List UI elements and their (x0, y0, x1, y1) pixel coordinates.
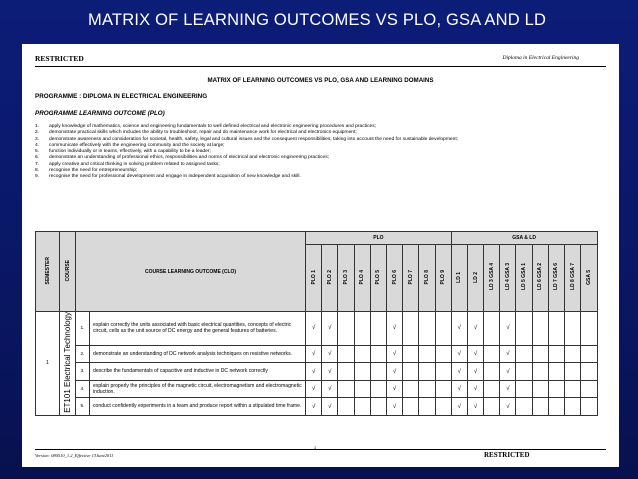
gsa-ld-column-header: LD 4 GSA 3 (500, 245, 516, 312)
matrix-cell (516, 363, 532, 380)
clo-text: describe the fundamentals of capacitive and inductive in DC network correctly (90, 363, 306, 380)
document-page (22, 44, 619, 467)
restricted-label-bottom: RESTRICTED (484, 451, 530, 459)
course-header: COURSE (60, 232, 76, 312)
plo-column-header: PLO 2 (322, 245, 338, 312)
tick-mark-cell: √ (322, 363, 338, 380)
matrix-cell (565, 363, 581, 380)
table-row (36, 345, 598, 362)
clo-text: explain properly the principles of the magnetic circuit, electromagnetism and electromagnetic induction. (90, 380, 306, 397)
tick-mark-cell: √ (386, 398, 402, 416)
tick-mark-cell: √ (500, 345, 516, 362)
plo-item-number: 1. (35, 124, 40, 129)
tick-mark-cell: √ (306, 312, 322, 346)
matrix-cell (435, 363, 451, 380)
gsa-ld-column-header: LD 7 GSA 6 (548, 245, 564, 312)
programme-line: PROGRAMME : DIPLOMA IN ELECTRICAL ENGINEERING (35, 93, 208, 100)
matrix-cell (419, 345, 435, 362)
matrix-cell (354, 363, 370, 380)
matrix-cell (548, 345, 564, 362)
tick-mark-cell: √ (322, 380, 338, 397)
matrix-cell (484, 312, 500, 346)
plo-heading: PROGRAMME LEARNING OUTCOME (PLO) (35, 110, 165, 117)
plo-group-header: PLO (306, 232, 452, 245)
tick-mark-cell: √ (467, 380, 483, 397)
clo-text: demonstrate an understanding of DC network analysis techniques on resistive networks. (90, 345, 306, 362)
plo-item-text: recognise the need for entrepreneurship; (49, 168, 138, 174)
document-title: MATRIX OF LEARNING OUTCOMES VS PLO, GSA AND LEARNING DOMAINS (207, 77, 434, 84)
gsa-ld-column-header: LD 2 (467, 245, 483, 312)
plo-column-header: PLO 6 (386, 245, 402, 312)
plo-item-text: apply creative and critical thinking in solving problem related to assigned tasks; (49, 161, 220, 167)
matrix-cell (581, 398, 597, 416)
plo-item-number: 8. (35, 168, 40, 174)
tick-mark-cell: √ (467, 312, 483, 346)
matrix-cell (484, 345, 500, 362)
plo-item (35, 174, 609, 180)
matrix-cell (516, 312, 532, 346)
semester-cell: 1 (36, 312, 60, 416)
matrix-cell (419, 398, 435, 416)
matrix-cell (548, 312, 564, 346)
matrix-cell (338, 380, 354, 397)
matrix-cell (548, 380, 564, 397)
clo-number: 2. (76, 345, 90, 362)
matrix-cell (516, 380, 532, 397)
tick-mark-cell: √ (451, 312, 467, 346)
gsa-group-header: GSA & LD (451, 232, 597, 245)
matrix-cell (581, 380, 597, 397)
clo-matrix-table (35, 231, 598, 416)
matrix-cell (419, 312, 435, 346)
tick-mark-cell: √ (306, 380, 322, 397)
plo-column-header: PLO 4 (354, 245, 370, 312)
matrix-cell (370, 312, 386, 346)
matrix-cell (484, 380, 500, 397)
tick-mark-cell: √ (306, 398, 322, 416)
matrix-cell (484, 363, 500, 380)
matrix-cell (516, 345, 532, 362)
matrix-cell (435, 380, 451, 397)
plo-item-number: 4. (35, 142, 40, 148)
tick-mark-cell: √ (451, 345, 467, 362)
matrix-cell (354, 380, 370, 397)
clo-number: 5. (76, 398, 90, 416)
tick-mark-cell: √ (306, 363, 322, 380)
plo-column-header: PLO 7 (403, 245, 419, 312)
matrix-cell (370, 345, 386, 362)
plo-item-text: demonstrate an understanding of professional ethics, responsibilities and norms of electrical and electronic engineering practices; (49, 155, 330, 161)
gsa-ld-column-header: LD 6 GSA 2 (532, 245, 548, 312)
tick-mark-cell: √ (386, 380, 402, 397)
matrix-cell (565, 380, 581, 397)
clo-text: explain correctly the units associated with basic electrical quantities, concepts of electric circuit, cells as the unit source of DC energy and the general features of batteries. (90, 312, 306, 346)
table-row (36, 312, 598, 346)
matrix-cell (484, 398, 500, 416)
matrix-cell (532, 345, 548, 362)
matrix-cell (565, 345, 581, 362)
tick-mark-cell: √ (451, 363, 467, 380)
tick-mark-cell: √ (467, 363, 483, 380)
matrix-cell (338, 345, 354, 362)
document-header-right: Diploma in Electrical Engineering (502, 55, 579, 61)
tick-mark-cell: √ (322, 312, 338, 346)
restricted-label-top: RESTRICTED (35, 54, 84, 63)
plo-item-text: function individually or in teams, effectively, with a capability to be a leader; (49, 149, 211, 155)
matrix-cell (403, 312, 419, 346)
matrix-cell (354, 398, 370, 416)
matrix-cell (532, 363, 548, 380)
tick-mark-cell: √ (451, 380, 467, 397)
clo-number: 1. (76, 312, 90, 346)
gsa-ld-column-header: GSA 5 (581, 245, 597, 312)
tick-mark-cell: √ (386, 345, 402, 362)
tick-mark-cell: √ (467, 345, 483, 362)
matrix-cell (403, 345, 419, 362)
footer-page-number: 1 (314, 445, 317, 450)
matrix-cell (354, 312, 370, 346)
course-cell: ET101 Electrical Technology (60, 312, 76, 416)
matrix-cell (338, 363, 354, 380)
table-row (36, 380, 598, 397)
plo-item-text: demonstrate practical skills which includes the ability to troubleshoot, repair and do maintenance work for electrical and electronics equipment; (49, 130, 357, 136)
table-group-header-row (36, 232, 598, 245)
matrix-cell (581, 363, 597, 380)
plo-item-text: demonstrate awareness and consideration for societal, health, safety, legal and cultural issues and the consequent responsibilities, taking into account the need for sustainable development; (49, 136, 459, 142)
plo-list (35, 124, 609, 181)
plo-item-text: recognise the need for professional development and engage in independent acquisition of new knowledge and skill. (49, 174, 301, 180)
slide-title: MATRIX OF LEARNING OUTCOMES VS PLO, GSA AND LD (88, 11, 547, 29)
tick-mark-cell: √ (386, 312, 402, 346)
plo-column-header: PLO 5 (370, 245, 386, 312)
matrix-cell (403, 398, 419, 416)
plo-item-number: 3. (35, 136, 40, 142)
matrix-cell (354, 345, 370, 362)
clo-number: 4. (76, 380, 90, 397)
table-row (36, 398, 598, 416)
plo-column-header: PLO 8 (419, 245, 435, 312)
plo-column-header: PLO 3 (338, 245, 354, 312)
matrix-cell (435, 345, 451, 362)
gsa-ld-column-header: LD 8 GSA 7 (565, 245, 581, 312)
plo-item-number: 6. (35, 155, 40, 161)
footer-version: Version: 080510_1.2_Effective 13June2011 (35, 453, 114, 458)
plo-column-header: PLO 1 (306, 245, 322, 312)
footer-divider (35, 449, 606, 450)
tick-mark-cell: √ (322, 398, 338, 416)
matrix-cell (516, 398, 532, 416)
matrix-cell (403, 380, 419, 397)
matrix-cell (419, 363, 435, 380)
clo-number: 3. (76, 363, 90, 380)
matrix-cell (370, 398, 386, 416)
plo-column-header: PLO 9 (435, 245, 451, 312)
matrix-cell (532, 312, 548, 346)
clo-header: COURSE LEARNING OUTCOME (CLO) (76, 232, 306, 312)
tick-mark-cell: √ (500, 363, 516, 380)
tick-mark-cell: √ (306, 345, 322, 362)
matrix-cell (532, 398, 548, 416)
tick-mark-cell: √ (500, 398, 516, 416)
matrix-cell (565, 398, 581, 416)
plo-item-number: 7. (35, 161, 40, 167)
matrix-cell (338, 398, 354, 416)
tick-mark-cell: √ (500, 380, 516, 397)
plo-item-text: communicate effectively with the engineering community and the society at large; (49, 142, 225, 148)
gsa-ld-column-header: LD 5 GSA 1 (516, 245, 532, 312)
gsa-ld-column-header: LD 1 (451, 245, 467, 312)
matrix-cell (338, 312, 354, 346)
matrix-cell (581, 345, 597, 362)
gsa-ld-column-header: LD 3 GSA 4 (484, 245, 500, 312)
semester-header: SEMESTER (36, 232, 60, 312)
tick-mark-cell: √ (322, 345, 338, 362)
matrix-cell (435, 312, 451, 346)
table-row (36, 363, 598, 380)
plo-item-number: 5. (35, 149, 40, 155)
header-divider (35, 66, 606, 67)
plo-item-number: 2. (35, 130, 40, 136)
tick-mark-cell: √ (451, 398, 467, 416)
clo-text: conduct confidently experiments in a team and produce report within a stipulated time frame. (90, 398, 306, 416)
matrix-cell (403, 363, 419, 380)
plo-item-text: apply knowledge of mathematics, science and engineering fundamentals to well defined electrical and electronic engineering procedures and practices; (49, 124, 377, 129)
tick-mark-cell: √ (500, 312, 516, 346)
matrix-cell (370, 380, 386, 397)
matrix-cell (548, 363, 564, 380)
tick-mark-cell: √ (386, 363, 402, 380)
tick-mark-cell: √ (467, 398, 483, 416)
matrix-cell (419, 380, 435, 397)
plo-item-number: 9. (35, 174, 40, 180)
matrix-cell (565, 312, 581, 346)
matrix-cell (532, 380, 548, 397)
matrix-cell (548, 398, 564, 416)
matrix-cell (581, 312, 597, 346)
matrix-cell (435, 398, 451, 416)
matrix-cell (370, 363, 386, 380)
